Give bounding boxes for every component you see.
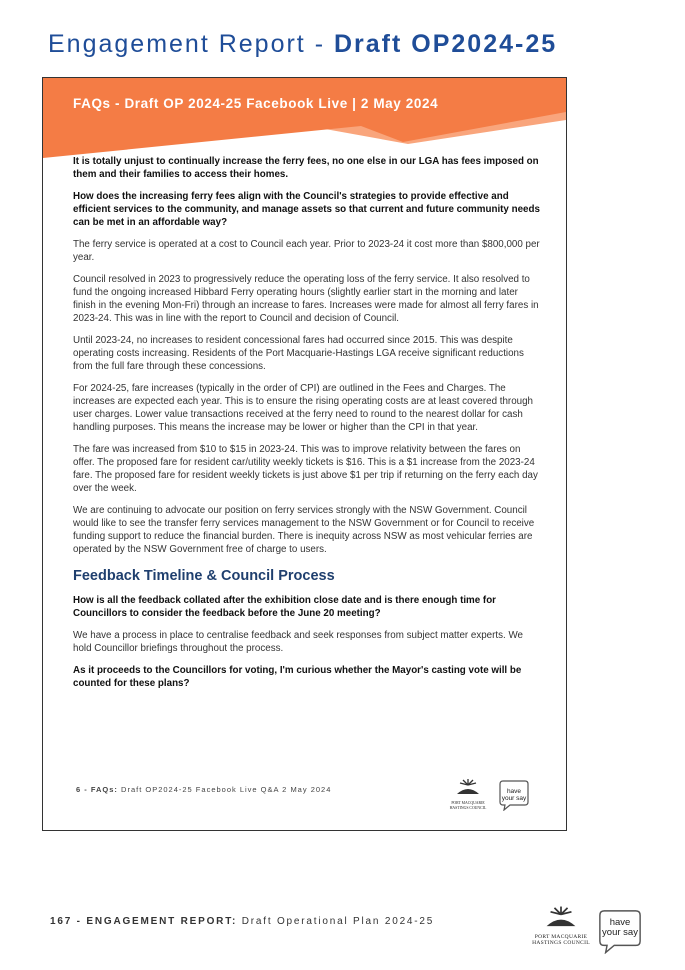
report-title-bold: Draft OP2024-25 (333, 30, 558, 58)
document-footer-text: Draft Operational Plan 2024-25 (241, 916, 435, 927)
answer-paragraph: The fare was increased from $10 to $15 in 2023-24. This was to improve relativity between the fares on offer. The proposed fare for resident car/utility weekly tickets is $16. This is a $1 increase from the 2023-24 fare. The proposed fare for resident weekly tickets is just above $1 per trip if returning on the ferry each day over the week. (73, 444, 538, 494)
council-logo-line2: HASTINGS COUNCIL (532, 940, 590, 946)
council-logo-line1: PORT MACQUARIE (534, 934, 588, 940)
have-your-say-logo-small (498, 779, 530, 811)
document-footer: 167 - ENGAGEMENT REPORT: Draft Operational Plan 2024-25 (50, 916, 435, 927)
pelican-sunburst-icon (544, 905, 578, 929)
have-your-say-logo (597, 908, 643, 954)
have-your-say-line2: your say (501, 795, 527, 802)
question-paragraph: As it proceeds to the Councillors for voting, I'm curious whether the Mayor's casting vote will be counted for these plans? (73, 665, 522, 689)
page-footer-label: FAQs: (90, 785, 118, 794)
answer-paragraph: We have a process in place to centralise feedback and seek responses from subject matter experts. We hold Councillor briefings throughout the process. (73, 630, 523, 654)
answer-paragraph: The ferry service is operated at a cost to Council each year. Prior to 2023-24 it cost more than $800,000 per year. (73, 239, 540, 263)
question-paragraph: How is all the feedback collated after the exhibition close date and is there enough time for Councillors to consider the feedback before the June 20 meeting? (73, 595, 496, 619)
council-logo-small (443, 778, 493, 810)
report-title-prefix: Engagement Report - (48, 30, 334, 58)
faq-content (73, 155, 541, 699)
banner-title: FAQs - Draft OP 2024-25 Facebook Live | 2 May 2024 (73, 96, 439, 111)
document-page-number: 167 (50, 916, 73, 927)
banner-shape (43, 78, 566, 158)
answer-paragraph: For 2024-25, fare increases (typically in the order of CPI) are outlined in the Fees and Charges. The increases are expected each year. This is to ensure the rising operating costs are at least covered through user charges. Lower value transactions received at the ferry need to round to the nearest dollar for cash handling purposes. This means the increase may be lower or higher than the CPI in that year. (73, 383, 533, 433)
document-footer-label: ENGAGEMENT REPORT: (86, 916, 238, 927)
page-footer-text: Draft OP2024-25 Facebook Live Q&A 2 May 2024 (121, 785, 332, 794)
section-heading: Feedback Timeline & Council Process (73, 568, 335, 584)
question-paragraph: It is totally unjust to continually increase the ferry fees, no one else in our LGA has fees imposed on them and their families to access their homes. (73, 156, 539, 180)
report-title (48, 30, 557, 59)
council-logo (530, 905, 592, 946)
have-your-say-line1: have (609, 917, 631, 928)
question-paragraph: How does the increasing ferry fees align with the Council's strategies to provide effective and efficient services to the community, and manage assets so that current and future community needs can be met in an affordable way? (73, 191, 540, 228)
pelican-sunburst-icon (455, 778, 481, 796)
council-logo-line1: PORT MACQUARIE (451, 801, 485, 805)
embedded-page (42, 77, 567, 831)
page-number: 6 (76, 785, 82, 794)
have-your-say-line2: your say (602, 927, 638, 938)
answer-paragraph: We are continuing to advocate our position on ferry services strongly with the NSW Government. Council would like to see the transfer ferry services management to the NSW Government or for Council to receive funding support to reduce the financial burden. There is inequity across NSW as most vehicular ferries are operated by the NSW Government free of charge to users. (73, 505, 535, 555)
answer-paragraph: Council resolved in 2023 to progressively reduce the operating loss of the ferry service. It also resolved to fund the ongoing increased Hibbard Ferry operating hours (slightly earlier start in the morning and later finish in the evening Mon-Fri) through an increase to fares. Increases were made for almost all ferry fares in 2023-24. This was in line with the report to Council and decision of Council. (73, 274, 539, 324)
have-your-say-line1: have (506, 788, 522, 795)
banner-main (43, 78, 566, 158)
council-logo-line2: HASTINGS COUNCIL (449, 805, 487, 810)
page-footer: 6 - FAQs: Draft OP2024-25 Facebook Live Q&A 2 May 2024 (76, 785, 332, 794)
answer-paragraph: Until 2023-24, no increases to resident concessional fares had occurred since 2015. This was despite operating costs increasing. Residents of the Port Macquarie-Hastings LGA receive significant reductions from the full fare through these concessions. (73, 335, 524, 372)
